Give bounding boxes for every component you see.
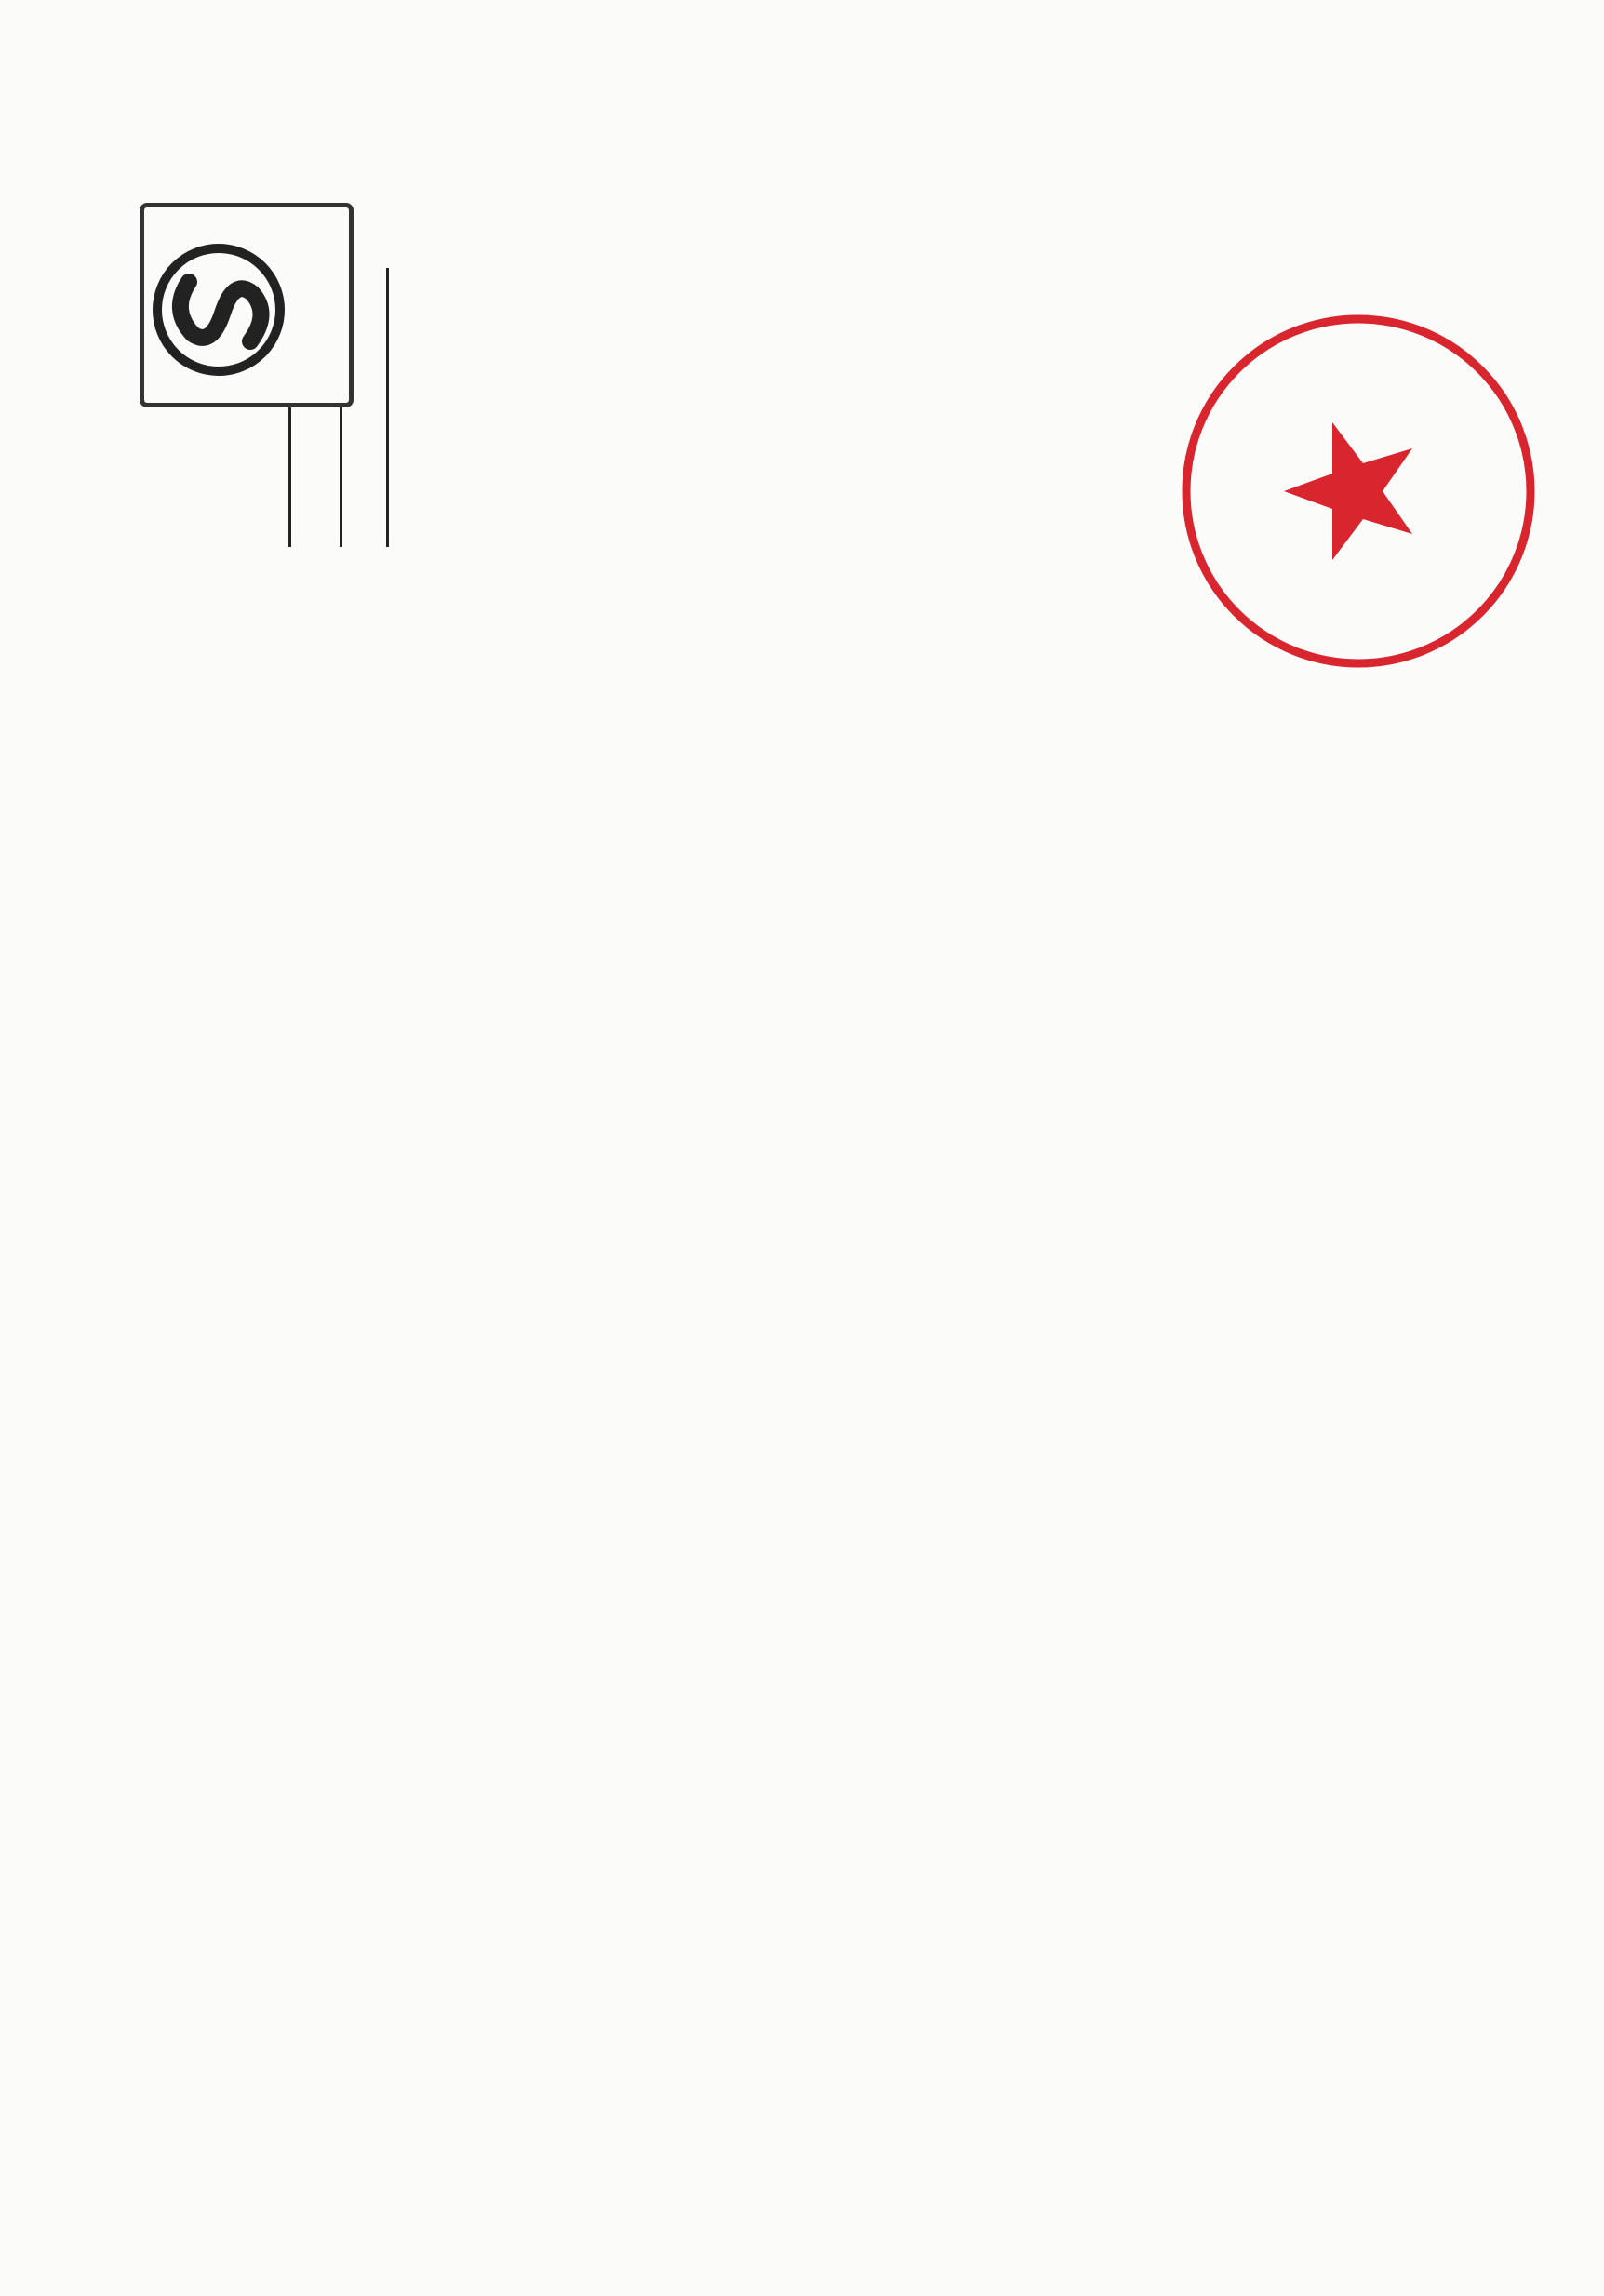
usage-notes-label bbox=[1279, 2049, 1530, 2259]
seal-star-icon bbox=[1284, 422, 1412, 560]
inspection-seal bbox=[1172, 305, 1544, 677]
